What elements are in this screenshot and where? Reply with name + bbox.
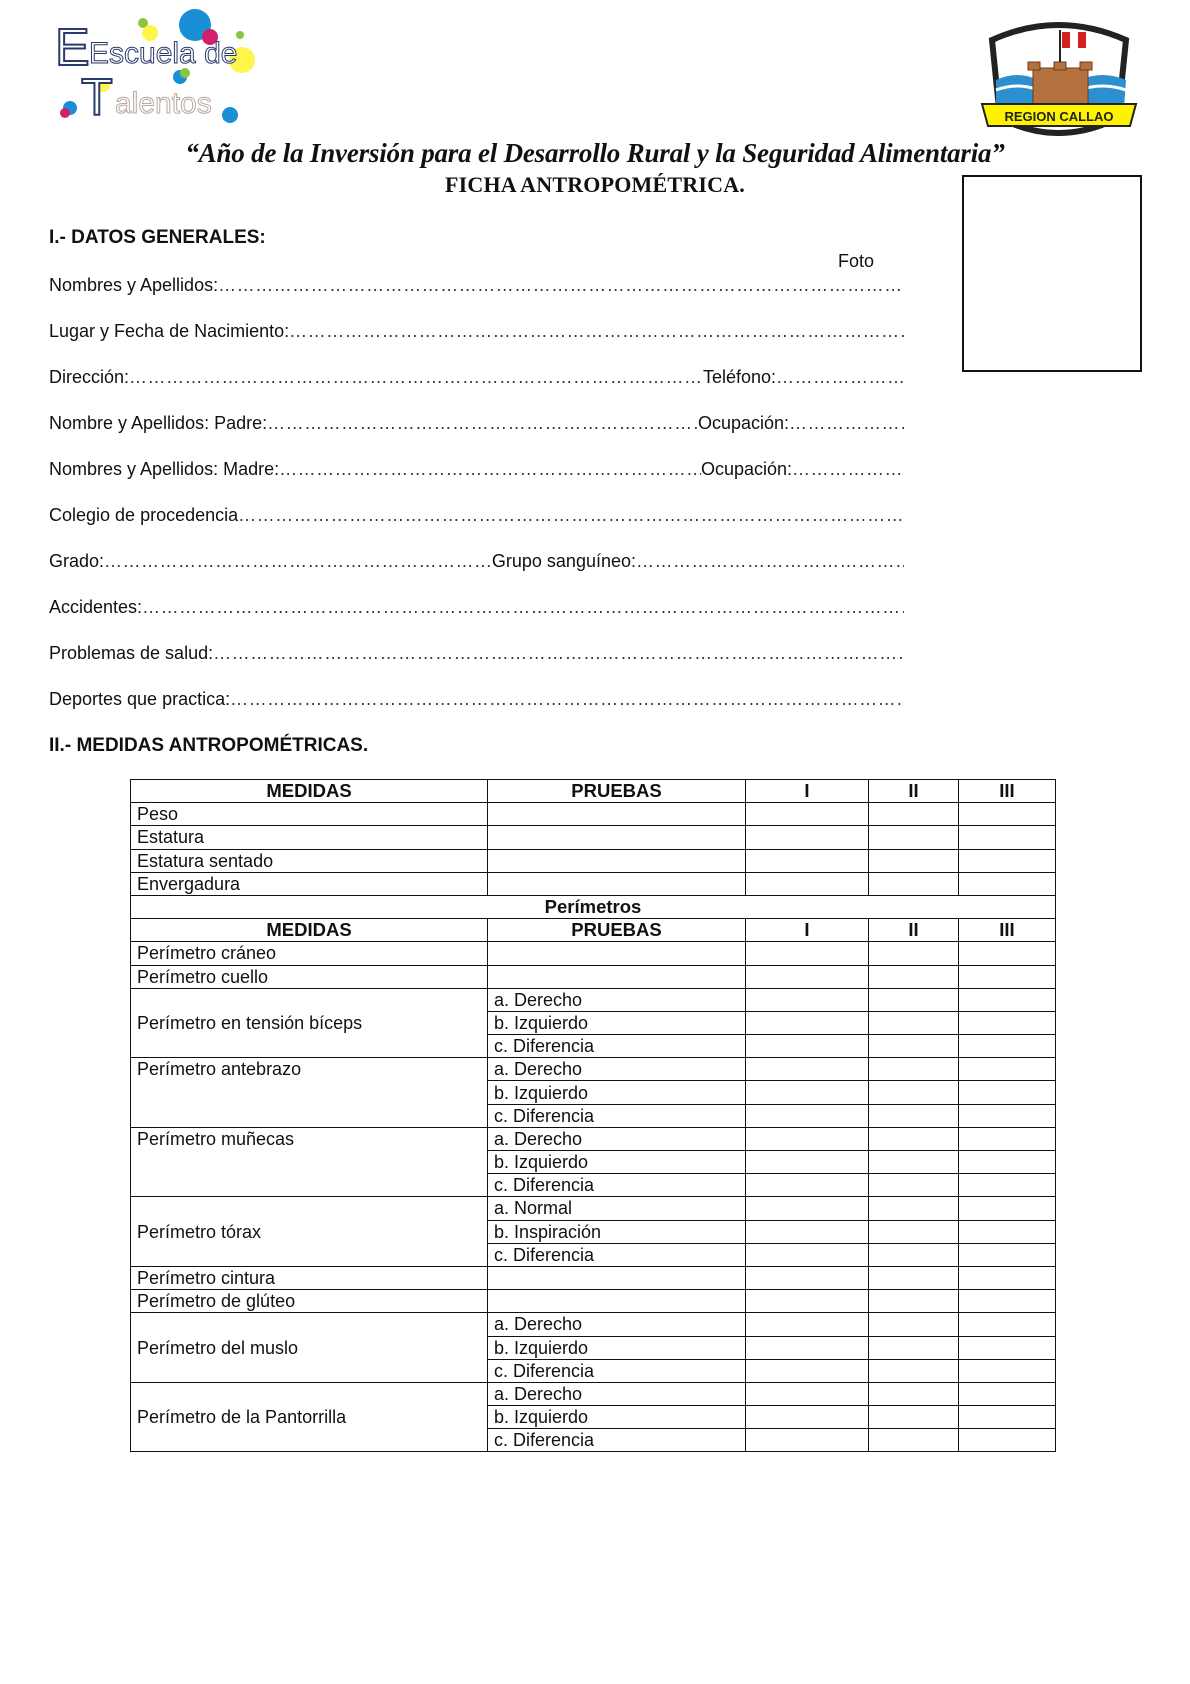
cell[interactable]	[488, 849, 746, 872]
svg-text:E: E	[55, 19, 90, 77]
prueba-label: b. Inspiración	[488, 1220, 746, 1243]
svg-text:alentos: alentos	[115, 87, 212, 120]
row-label: Estatura	[131, 826, 488, 849]
cell[interactable]	[488, 826, 746, 849]
photo-label: Foto	[838, 251, 875, 271]
field-label: Nombres y Apellidos: Madre:	[49, 459, 280, 479]
cell[interactable]	[869, 803, 959, 826]
table-row	[131, 1313, 1056, 1336]
field-label: Accidentes:	[49, 597, 143, 617]
prueba-label: c. Diferencia	[488, 1429, 746, 1452]
cell[interactable]	[959, 1313, 1056, 1336]
prueba-label: c. Diferencia	[488, 1243, 746, 1266]
cell[interactable]	[746, 1081, 869, 1104]
cell[interactable]	[488, 872, 746, 895]
measurements-table	[130, 779, 1056, 1452]
table-header-row	[131, 780, 1056, 803]
photo-box[interactable]	[962, 175, 1142, 372]
cell[interactable]	[959, 1081, 1056, 1104]
cell[interactable]	[869, 872, 959, 895]
table-row	[131, 803, 1056, 826]
cell[interactable]	[959, 1104, 1056, 1127]
fill-line[interactable]	[213, 643, 904, 664]
table-row	[131, 826, 1056, 849]
field-label: Lugar y Fecha de Nacimiento:	[49, 321, 290, 341]
field-padre[interactable]	[49, 413, 904, 434]
row-label: Perímetro de glúteo	[131, 1290, 488, 1313]
prueba-label: a. Derecho	[488, 1313, 746, 1336]
cell[interactable]	[869, 1127, 959, 1150]
row-label: Perímetro muñecas	[131, 1127, 488, 1197]
field-lugar-fecha-nacimiento[interactable]	[49, 321, 904, 342]
row-label: Perímetro del muslo	[131, 1313, 488, 1383]
cell[interactable]	[746, 1429, 869, 1452]
row-label: Perímetro antebrazo	[131, 1058, 488, 1128]
section-general-data-heading: I.- DATOS GENERALES:	[49, 227, 266, 248]
prueba-label: a. Derecho	[488, 1382, 746, 1405]
table-header-row	[131, 919, 1056, 942]
cell[interactable]	[869, 1011, 959, 1034]
cell[interactable]	[746, 1359, 869, 1382]
table-row	[131, 872, 1056, 895]
fill-line[interactable]	[129, 367, 703, 388]
field-label-ocupacion: Ocupación:	[700, 459, 792, 479]
cell[interactable]	[959, 1429, 1056, 1452]
field-nombres-apellidos[interactable]	[49, 275, 904, 296]
page-title: FICHA ANTROPOMÉTRICA.	[445, 172, 745, 197]
col-header-iii: III	[959, 919, 1056, 942]
row-label: Perímetro cuello	[131, 965, 488, 988]
cell[interactable]	[869, 965, 959, 988]
fill-line[interactable]	[289, 321, 904, 342]
fill-line[interactable]	[267, 413, 698, 434]
cell[interactable]	[746, 1243, 869, 1266]
cell[interactable]	[959, 1336, 1056, 1359]
fill-line[interactable]	[238, 505, 904, 526]
cell[interactable]	[746, 1336, 869, 1359]
prueba-label: b. Izquierdo	[488, 1406, 746, 1429]
cell[interactable]	[746, 1035, 869, 1058]
cell[interactable]	[869, 1243, 959, 1266]
cell[interactable]	[959, 1197, 1056, 1220]
row-label: Perímetro de la Pantorrilla	[131, 1382, 488, 1452]
cell[interactable]	[488, 965, 746, 988]
cell[interactable]	[959, 803, 1056, 826]
row-label: Estatura sentado	[131, 849, 488, 872]
cell[interactable]	[746, 872, 869, 895]
table-row	[131, 942, 1056, 965]
cell[interactable]	[746, 1058, 869, 1081]
col-header-ii: II	[869, 919, 959, 942]
table-row	[131, 988, 1056, 1011]
cell[interactable]	[488, 1266, 746, 1289]
cell[interactable]	[959, 1058, 1056, 1081]
cell[interactable]	[746, 965, 869, 988]
cell[interactable]	[959, 872, 1056, 895]
cell[interactable]	[746, 942, 869, 965]
perimetros-title: Perímetros	[131, 895, 1056, 918]
section-anthropometric-heading: II.- MEDIDAS ANTROPOMÉTRICAS.	[49, 735, 369, 756]
fill-line[interactable]	[142, 597, 904, 618]
fill-line[interactable]	[218, 275, 904, 296]
prueba-label: c. Diferencia	[488, 1174, 746, 1197]
row-label: Peso	[131, 803, 488, 826]
cell[interactable]	[869, 1266, 959, 1289]
perimetros-title-row	[131, 895, 1056, 918]
cell[interactable]	[869, 1174, 959, 1197]
cell[interactable]	[959, 942, 1056, 965]
cell[interactable]	[869, 1197, 959, 1220]
cell[interactable]	[959, 1151, 1056, 1174]
field-colegio-procedencia[interactable]	[49, 505, 904, 526]
row-label: Perímetro en tensión bíceps	[131, 988, 488, 1058]
fill-line[interactable]	[104, 551, 492, 572]
col-header-medidas: MEDIDAS	[131, 780, 488, 803]
cell[interactable]	[746, 1011, 869, 1034]
prueba-label: a. Derecho	[488, 988, 746, 1011]
field-label-grupo-sanguineo: Grupo sanguíneo:	[491, 551, 636, 571]
cell[interactable]	[869, 1151, 959, 1174]
table-row	[131, 1290, 1056, 1313]
cell[interactable]	[746, 1127, 869, 1150]
cell[interactable]	[959, 965, 1056, 988]
cell[interactable]	[488, 1290, 746, 1313]
col-header-i: I	[746, 780, 869, 803]
table-row	[131, 1197, 1056, 1220]
field-label: Problemas de salud:	[49, 643, 214, 663]
col-header-pruebas: PRUEBAS	[488, 780, 746, 803]
prueba-label: c. Diferencia	[488, 1104, 746, 1127]
cell[interactable]	[869, 988, 959, 1011]
cell[interactable]	[959, 1406, 1056, 1429]
cell[interactable]	[959, 1127, 1056, 1150]
row-label: Envergadura	[131, 872, 488, 895]
table-row	[131, 849, 1056, 872]
cell[interactable]	[869, 826, 959, 849]
table-row	[131, 1266, 1056, 1289]
cell[interactable]	[869, 1058, 959, 1081]
cell[interactable]	[869, 1313, 959, 1336]
col-header-iii: III	[959, 780, 1056, 803]
cell[interactable]	[959, 1011, 1056, 1034]
prueba-label: b. Izquierdo	[488, 1011, 746, 1034]
field-label: Nombre y Apellidos: Padre:	[49, 413, 268, 433]
cell[interactable]	[959, 988, 1056, 1011]
field-label: Deportes que practica:	[49, 689, 231, 709]
cell[interactable]	[959, 1359, 1056, 1382]
fill-line[interactable]	[789, 413, 904, 434]
prueba-label: a. Derecho	[488, 1058, 746, 1081]
cell[interactable]	[959, 1382, 1056, 1405]
cell[interactable]	[869, 1359, 959, 1382]
cell[interactable]	[869, 1081, 959, 1104]
field-label: Grado:	[49, 551, 105, 571]
cell[interactable]	[959, 1266, 1056, 1289]
prueba-label: c. Diferencia	[488, 1359, 746, 1382]
prueba-label: c. Diferencia	[488, 1035, 746, 1058]
field-label: Colegio de procedencia	[49, 505, 239, 525]
cell[interactable]	[959, 1220, 1056, 1243]
cell[interactable]	[869, 942, 959, 965]
svg-text:REGION CALLAO: REGION CALLAO	[1004, 109, 1114, 124]
motto-heading: “Año de la Inversión para el Desarrollo Rural y la Seguridad Alimentaria”	[185, 138, 1005, 168]
cell[interactable]	[746, 803, 869, 826]
cell[interactable]	[746, 1382, 869, 1405]
cell[interactable]	[746, 1313, 869, 1336]
cell[interactable]	[959, 1035, 1056, 1058]
field-problemas-salud[interactable]	[49, 643, 904, 664]
row-label: Perímetro cráneo	[131, 942, 488, 965]
col-header-i: I	[746, 919, 869, 942]
cell[interactable]	[746, 1174, 869, 1197]
row-label: Perímetro cintura	[131, 1266, 488, 1289]
cell[interactable]	[869, 1220, 959, 1243]
cell[interactable]	[869, 1104, 959, 1127]
cell[interactable]	[869, 1406, 959, 1429]
cell[interactable]	[746, 849, 869, 872]
fill-line[interactable]	[230, 689, 904, 710]
col-header-ii: II	[869, 780, 959, 803]
cell[interactable]	[869, 1382, 959, 1405]
cell[interactable]	[488, 942, 746, 965]
cell[interactable]	[746, 1151, 869, 1174]
cell[interactable]	[869, 1035, 959, 1058]
cell[interactable]	[959, 1243, 1056, 1266]
prueba-label: a. Derecho	[488, 1127, 746, 1150]
cell[interactable]	[746, 1266, 869, 1289]
field-deportes[interactable]	[49, 689, 904, 710]
cell[interactable]	[869, 1429, 959, 1452]
cell[interactable]	[746, 1220, 869, 1243]
col-header-medidas: MEDIDAS	[131, 919, 488, 942]
fill-line[interactable]	[792, 459, 904, 480]
cell[interactable]	[959, 849, 1056, 872]
field-label: Nombres y Apellidos:	[49, 275, 219, 295]
cell[interactable]	[746, 1197, 869, 1220]
field-label-ocupacion: Ocupación:	[697, 413, 789, 433]
prueba-label: b. Izquierdo	[488, 1151, 746, 1174]
table-row	[131, 1058, 1056, 1081]
fill-line[interactable]	[636, 551, 904, 572]
fill-line[interactable]	[776, 367, 904, 388]
row-label: Perímetro tórax	[131, 1197, 488, 1267]
table-row	[131, 965, 1056, 988]
fill-line[interactable]	[279, 459, 701, 480]
prueba-label: b. Izquierdo	[488, 1336, 746, 1359]
field-grado[interactable]	[49, 551, 904, 572]
cell[interactable]	[746, 988, 869, 1011]
svg-text:T: T	[81, 69, 113, 123]
field-direccion[interactable]	[49, 367, 904, 388]
cell[interactable]	[959, 826, 1056, 849]
cell[interactable]	[869, 1336, 959, 1359]
field-madre[interactable]	[49, 459, 904, 480]
cell[interactable]	[746, 1290, 869, 1313]
cell[interactable]	[488, 803, 746, 826]
escuela-de-talentos-logo	[55, 5, 255, 123]
cell[interactable]	[869, 1290, 959, 1313]
table-row	[131, 1127, 1056, 1150]
cell[interactable]	[746, 1104, 869, 1127]
cell[interactable]	[746, 826, 869, 849]
cell[interactable]	[959, 1174, 1056, 1197]
table-row	[131, 1382, 1056, 1405]
region-callao-shield-logo	[978, 18, 1140, 136]
svg-text:Escuela de: Escuela de	[89, 37, 238, 70]
cell[interactable]	[959, 1290, 1056, 1313]
cell[interactable]	[746, 1406, 869, 1429]
prueba-label: b. Izquierdo	[488, 1081, 746, 1104]
field-label: Dirección:	[49, 367, 130, 387]
cell[interactable]	[869, 849, 959, 872]
col-header-pruebas: PRUEBAS	[488, 919, 746, 942]
prueba-label: a. Normal	[488, 1197, 746, 1220]
field-accidentes[interactable]	[49, 597, 904, 618]
field-label-telefono: Teléfono:	[702, 367, 776, 387]
